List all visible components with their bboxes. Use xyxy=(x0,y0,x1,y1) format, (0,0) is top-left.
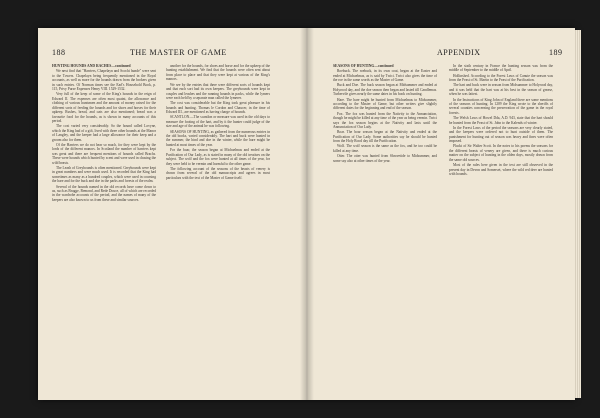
paragraph: Most of the rules here given in the text are still observed in the present day in Devon and Somerset, where the wild red deer are hunted with hounds. xyxy=(449,163,553,176)
book-spread xyxy=(38,28,575,400)
paragraph: Buck and Doe. The buck season began at Midsummer and ended at Holyrood day, and the doe season then began and lasted till Candlemas. Turbervile gives nearly the same dates in his book on hunting. xyxy=(333,83,437,97)
paragraph: SCANTLON.—The scantlon or measure was used in the old days to measure the footing of the hart, and by it the hunter could judge of the size and age of the animal he was following. xyxy=(166,115,270,129)
page-number: 188 xyxy=(52,48,66,57)
paragraph: In the Instructions of King John of England there are some mentions of the seasons of hunting. In 1209 the King wrote to the sheriffs of several counties concerning the preservation of the game in the royal forests. xyxy=(449,97,553,115)
paragraph: Very full of the keep of some of the King's hounds in the reign of Edward II. The expenses are often most quaint, the allowance and clothing of various huntsmen and the amount of money raised for the different sorts of feeding the hounds and for shoes and horses for their upkeep. Rushes, bread, and oats are also mentioned; bread was a favourite food for the hounds, as is shown in many accounts of this period. xyxy=(52,92,156,124)
paragraph: Hollinshed. According to the Forest Laws of Canute the season was from the Feast of St. Martin to the Feast of the Purification. xyxy=(449,73,553,83)
section-heading: HUNTING HOUNDS AND RACHES—continued xyxy=(52,64,131,68)
paragraph: Hare. The hare might be hunted from Michaelmas to Midsummer, according to the Master of Game, but other writers give slightly different dates for the beginning and end of the season. xyxy=(333,97,437,111)
paragraph: Pluckt of Sir Walter Scott. In the notes to his poems the seasons for the different beasts of venery are given, and there is much curious matter on the subject of hunting in the olden days, mostly drawn from the same old sources. xyxy=(449,144,553,162)
page-edges xyxy=(575,30,581,398)
running-title: APPENDIX xyxy=(437,48,481,57)
paragraph: The hart and buck were in season from Midsummer to Holyrood day, and it was held that the hart was at his best in the season of grease, when he was fattest. xyxy=(449,83,553,97)
right-page xyxy=(307,28,575,400)
paragraph: For the boar, the season began at Michaelmas and ended at the Purification of Our Lady, as is stated in many of the old treatises on the subject. The wolf and the fox were hunted at all times of the year, for they were held to be vermin and harmful to the other game. xyxy=(166,148,270,166)
paragraph: Roebuck. The roebuck, in its own coat, began at the Easter and ended at Michaelmas, as is said by Twici. Twici also gives the time of the roe in the same words as the Master of Game. xyxy=(333,69,437,83)
left-page xyxy=(38,28,306,400)
paragraph: The cost was considerable but the King took great pleasure in his hounds and hunting. Thomas le Cordon and Chaucer, in the time of Edward III., are mentioned as having charge of hounds. xyxy=(166,101,270,115)
paragraph: The following account of the seasons of the beasts of venery is drawn from several of the old manuscripts and agrees in most particulars with the text of the Master of Game itself. xyxy=(166,166,270,180)
paragraph: We next find that "Harriers, Chapelayn and Scochi hunde" were sent to the Towers. Chapelayn being frequently mentioned in the Royal accounts, as well as more for the hounds drawn from the brokers given in such entries. Of Norman times see the Earl's Household Book, p. 115, Privy Purse Expenses Henry VIII. 1529-1532. xyxy=(52,69,156,92)
right-column-1 xyxy=(333,64,437,164)
paragraph: another for the hounds, for shoes and horse and for the upkeep of the hunting establishment. We find that the hounds were often sent about from place to place and that they were kept at various of the King's manors. xyxy=(166,64,270,82)
paragraph: In the sixth century in France the hunting season was from the middle of September to the middle of April. xyxy=(449,64,553,73)
section-heading: SEASONS OF HUNTING—continued xyxy=(333,64,394,68)
paragraph: Several of the hounds named in the old records have come down to us, such as Bragge, Bemond, and Rede Douce, all of which are recorded in the wardrobe accounts of the period, and the names of many of the keepers are also known to us from these and similar sources. xyxy=(52,184,156,202)
page-number: 189 xyxy=(549,48,563,57)
paragraph: Otter. The otter was hunted from Shrovetide to Midsummer, and some say also at other times of the year. xyxy=(333,154,437,163)
left-column-2 xyxy=(166,64,270,181)
right-column-2 xyxy=(449,64,553,177)
paragraph: Of the Harriers we do not hear so much, for they were kept by the lords of the different manors. In Scotland the number of harriers kept was great and there are frequent mentions of hounds called Brachs. These were hounds which hunted by scent and were used in chasing the wild beasts. xyxy=(52,142,156,165)
paragraph: In the Forest Laws of the period the seasons are very clearly stated, and the keepers were ordered not to hunt outside of them. The punishment for hunting out of season was heavy and fines were often imposed. xyxy=(449,125,553,144)
paragraph: The Welsh Laws of Howel Dda, A.D. 943, state that the hart should be hunted from the Feast of St. John to the Kalends of winter. xyxy=(449,116,553,125)
left-column-1 xyxy=(52,64,156,203)
paragraph: We see by the entries that there were different sorts of hounds kept and that each sort had its own keepers. The greyhounds were kept in couples and leashes and the running hounds in packs, while the lymers were each held by a separate man called the lymerer. xyxy=(166,82,270,100)
paragraph: The cost varied very considerably. So the hound called Lovyne, which the King had of a gift, lived with three other hounds at the Manor of Langley, and the keeper had a large allowance for their keep and a groom also for them. xyxy=(52,124,156,142)
paragraph: SEASONS OF HUNTING, as gathered from the numerous entries in the old books, varied considerably. The hart and buck were hunted in the summer, the hind and doe in the winter, while the hare might be hunted at most times of the year. xyxy=(166,129,270,147)
paragraph: The Leash of Greyhounds is often mentioned. Greyhounds were kept in great numbers and were much used. It is recorded that the King had sometimes as many as a hundred couples, which were used in coursing the hare and for the buck and doe in the parks and forests of the realm. xyxy=(52,165,156,184)
running-title: THE MASTER OF GAME xyxy=(130,48,227,57)
paragraph: Boar. The boar season began at the Nativity and ended at the Purification of Our Lady. Some authorities say he should be hunted from the Holy Rood day till the Purification. xyxy=(333,130,437,144)
paragraph: Fox. The fox was hunted from the Nativity to the Annunciation, though he might be killed at any time of the year as being vermin. Twici says the fox season begins at the Nativity and lasts until the Annunciation of Our Lady. xyxy=(333,111,437,130)
paragraph: Wolf. The wolf season is the same as the fox, and he too could be killed at any time. xyxy=(333,144,437,153)
